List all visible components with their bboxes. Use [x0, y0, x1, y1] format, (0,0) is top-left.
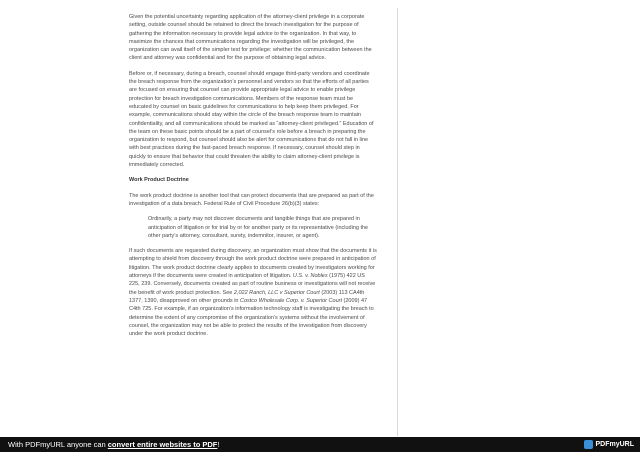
footer-bar [0, 437, 640, 452]
footer-prefix: With PDFmyURL anyone can [8, 440, 108, 449]
logo-text: PDFmyURL [595, 441, 634, 448]
rule-quote: Ordinarily, a party may not discover documents and tangible things that are prepared in anticipation of litigation or for trial by or for another party or its representative (including the other party’s attorney, consultant, surety, indemnitor, insurer, or agent). [148, 216, 369, 239]
paragraph-privilege-counsel: Given the potential uncertainty regarding application of the attorney-client privilege in a corporate setting, outside counsel should be retained to direct the breach investigation for the purpose of gathering the information necessary to provide legal advice to the organization. In that way, to maximize the chances that communications regarding the investigation will be privileged, the organization can avail itself of the simpler test for privilege: whether the communication between the client and attorney was confidential and for the purpose of obtaining legal advice. [129, 14, 372, 62]
footer-suffix: ! [217, 440, 220, 449]
case-citation: U.S. v. Nobles [292, 273, 328, 280]
section-heading: Work Product Doctrine [129, 177, 189, 184]
paragraph-text: (2009) 47 C4th 725. For example, if an organization’s information technology staff is investigating the breach to determine the extent of any compromise of the organization’s systems without the involvement of counsel, the organization may not be able to protect the results of the investigation from discovery under the work product doctrine. [129, 297, 374, 338]
convert-websites-link[interactable]: convert entire websites to PDF [107, 440, 218, 449]
case-citation: Costco Wholesale Corp. v. Superior Court [240, 297, 342, 304]
pdfmyurl-logo-icon [584, 440, 593, 449]
footer-message [8, 439, 219, 450]
paragraph-breach-response: Before or, if necessary, during a breach, counsel should engage third-party vendors and coordinate the breach response from the organization’s personnel and vendors so that the efforts of all parties are focused on ensuring that counsel can provide appropriate legal advice to enable privilege protection for breach investigation communications. Members of the response team must be educated by counsel on basic guidelines for communications to help keep them privileged. For example, communications should stay within the circle of the breach response team to maintain confidentiality, and all communications should be marked as “attorney-client privileged.” Education of the team on these basic points should be a part of counsel’s role before a breach in preparing the organization to respond, but counsel should also be alert for communications that do not fall in line with best practices during the fast-paced breach response. If necessary, counsel should step in quickly to ensure that behavior that could threaten the ability to claim attorney-client privilege is immediately corrected. [129, 70, 374, 169]
case-citation: 2,022 Ranch, LLC v Superior Court [233, 289, 320, 296]
paragraph-work-product-intro: The work product doctrine is another tool that can protect documents that are prepared as part of the investigation of a data breach. Federal Rule of Civil Procedure 26(b)(3) states: [129, 192, 374, 207]
paragraph-text: (1975) 422 US 225, 239. Conversely, documents created as part of routine business or investigations will not receive the benefit of work product protection. See [129, 273, 376, 296]
pdfmyurl-logo[interactable] [584, 439, 634, 450]
paragraph-discovery [129, 247, 377, 338]
paragraph-text: (2003) 113 CA4th 1377, 1390, disapproved on other grounds in [129, 289, 365, 304]
paragraph-text: If such documents are requested during discovery, an organization must show that the documents it is attempting to shield from discovery through the work product doctrine were prepared in anticipation of litigation. The work product doctrine clearly applies to documents created by investigators working for attorneys if the documents were created in anticipation of litigation. [129, 248, 377, 280]
column-divider [397, 8, 398, 436]
document-body [129, 13, 377, 345]
